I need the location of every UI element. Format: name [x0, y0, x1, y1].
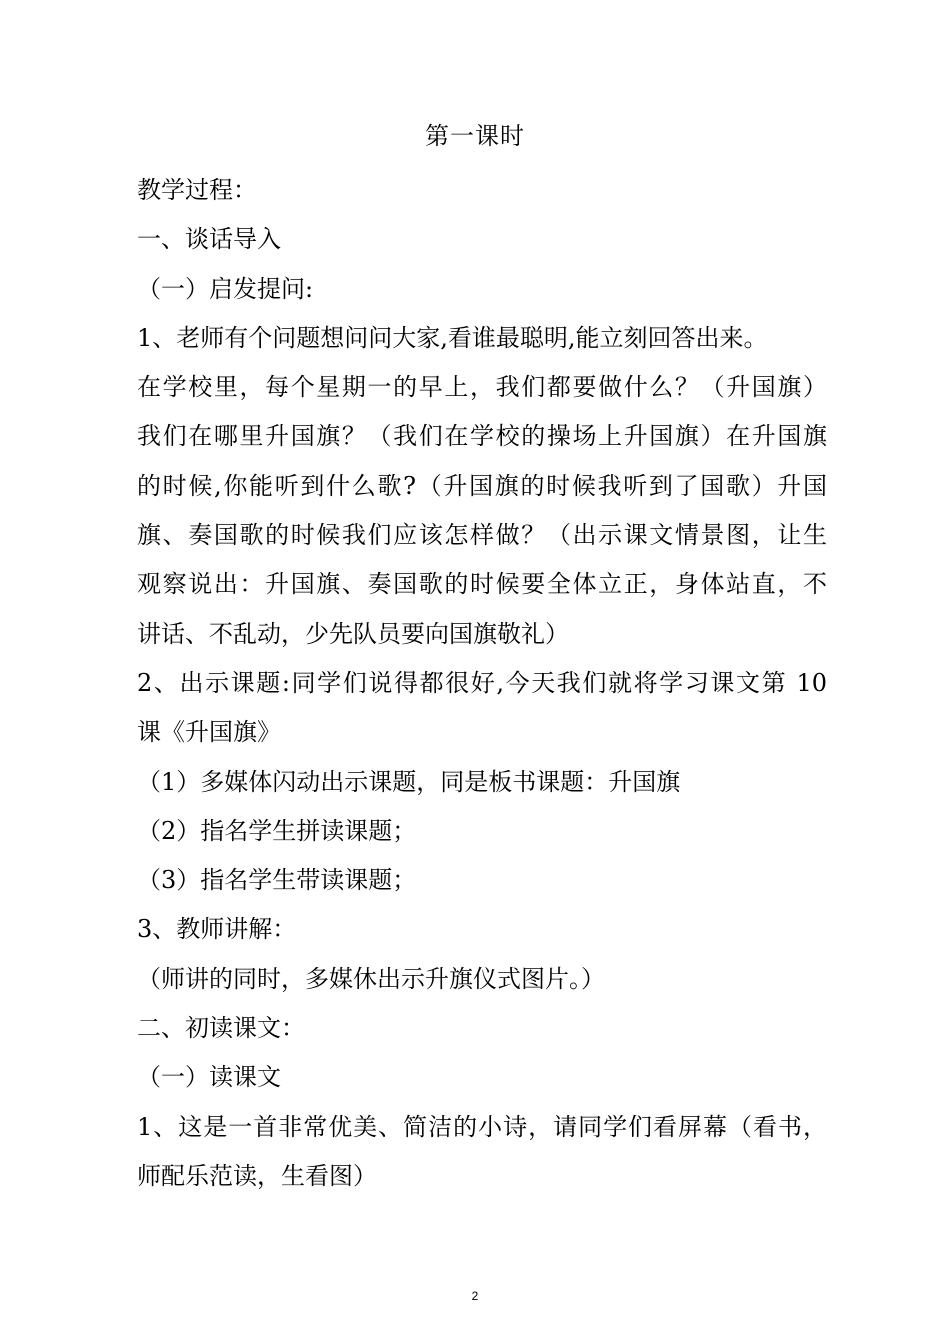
- text-line: 课《升国旗》: [137, 718, 281, 747]
- text-line: 1、这是一首非常优美、简洁的小诗，请同学们看屏幕（看书，: [137, 1112, 827, 1141]
- subsection-heading: （一）启发提问:: [137, 274, 314, 303]
- list-item: （3）指名学生带读课题；: [137, 866, 417, 895]
- text-line: 在学校里，每个星期一的早上，我们都要做什么？（升国旗）: [137, 373, 827, 402]
- subsection-heading: （一）读课文: [137, 1063, 281, 1092]
- text-line: 教学过程：: [137, 176, 257, 204]
- page-title: 第一课时: [425, 122, 525, 150]
- text-line: （师讲的同时，多媒休出示升旗仪式图片。）: [137, 964, 605, 993]
- text-line: 旗、奏国歌的时候我们应该怎样做？（出示课文情景图，让生: [137, 521, 827, 550]
- section-heading: 二、初读课文：: [137, 1014, 305, 1043]
- list-item: （1）多媒体闪动出示课题，同是板书课题：升国旗: [137, 767, 681, 796]
- list-item: （2）指名学生拼读课题；: [137, 816, 417, 845]
- text-line: 的时候,你能听到什么歌?（升国旗的时候我听到了国歌）升国: [137, 471, 827, 500]
- section-heading: 一、谈话导入: [137, 225, 281, 254]
- text-line: 师配乐范读，生看图）: [137, 1161, 377, 1190]
- text-line: 1、老师有个问题想问问大家,看谁最聪明,能立刻回答出来。: [137, 323, 768, 352]
- text-line: 2、出示课题:同学们说得都很好,今天我们就将学习课文第 10: [137, 668, 827, 697]
- text-line: 观察说出：升国旗、奏国歌的时候要全体立正，身体站直，不: [137, 570, 827, 599]
- text-line: 我们在哪里升国旗？（我们在学校的操场上升国旗）在升国旗: [137, 422, 827, 451]
- text-line: 讲话、不乱动，少先队员要向国旗敬礼）: [137, 619, 569, 648]
- document-body: [137, 166, 827, 1201]
- page-number: 2: [471, 1289, 479, 1303]
- text-line: 3、教师讲解：: [137, 915, 297, 944]
